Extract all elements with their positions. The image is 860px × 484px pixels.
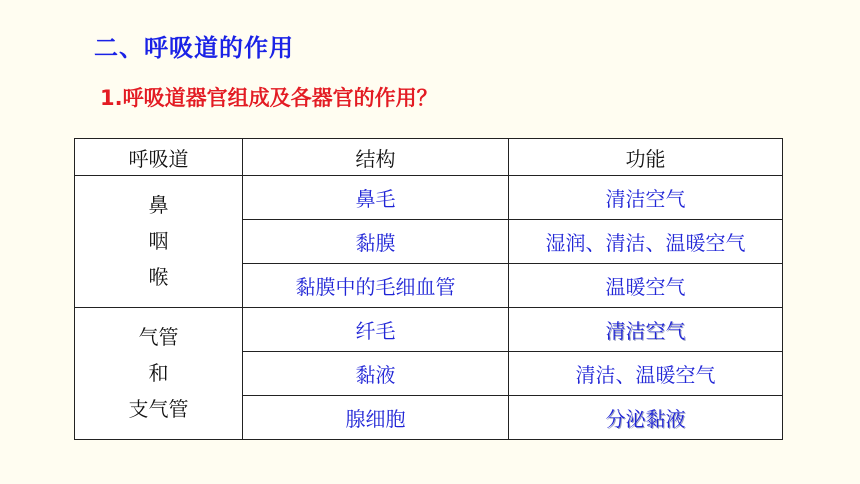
organ-label: 喉 xyxy=(148,265,169,290)
header-respiratory-tract: 呼吸道 xyxy=(75,139,243,176)
table-row xyxy=(75,307,783,351)
respiratory-tract-table xyxy=(74,138,783,440)
structure-cell: 黏膜 xyxy=(243,219,509,263)
table-header-row xyxy=(75,139,783,176)
organ-label: 鼻 xyxy=(148,193,169,218)
header-function: 功能 xyxy=(509,139,783,176)
structure-cell: 黏液 xyxy=(243,351,509,395)
structure-cell: 纤毛 xyxy=(243,307,509,351)
header-structure: 结构 xyxy=(243,139,509,176)
organ-cell-trachea-bronchi xyxy=(75,307,243,439)
function-cell: 湿润、清洁、温暖空气 xyxy=(509,219,783,263)
function-cell: 分泌黏液 xyxy=(509,395,783,439)
function-cell: 温暖空气 xyxy=(509,263,783,307)
structure-cell: 黏膜中的毛细血管 xyxy=(243,263,509,307)
question-subheading: 1.呼吸道器官组成及各器官的作用？ xyxy=(100,86,438,110)
organ-label: 和 xyxy=(148,361,169,386)
organ-cell-nose-pharynx-larynx xyxy=(75,176,243,308)
organ-label: 气管 xyxy=(138,325,179,350)
section-heading: 二、呼吸道的作用 xyxy=(94,34,294,62)
function-cell: 清洁空气 xyxy=(509,307,783,351)
organ-label: 支气管 xyxy=(128,397,189,422)
structure-cell: 腺细胞 xyxy=(243,395,509,439)
table-row xyxy=(75,176,783,220)
structure-cell: 鼻毛 xyxy=(243,176,509,220)
organ-label: 咽 xyxy=(148,229,169,254)
function-cell: 清洁、温暖空气 xyxy=(509,351,783,395)
function-cell: 清洁空气 xyxy=(509,176,783,220)
